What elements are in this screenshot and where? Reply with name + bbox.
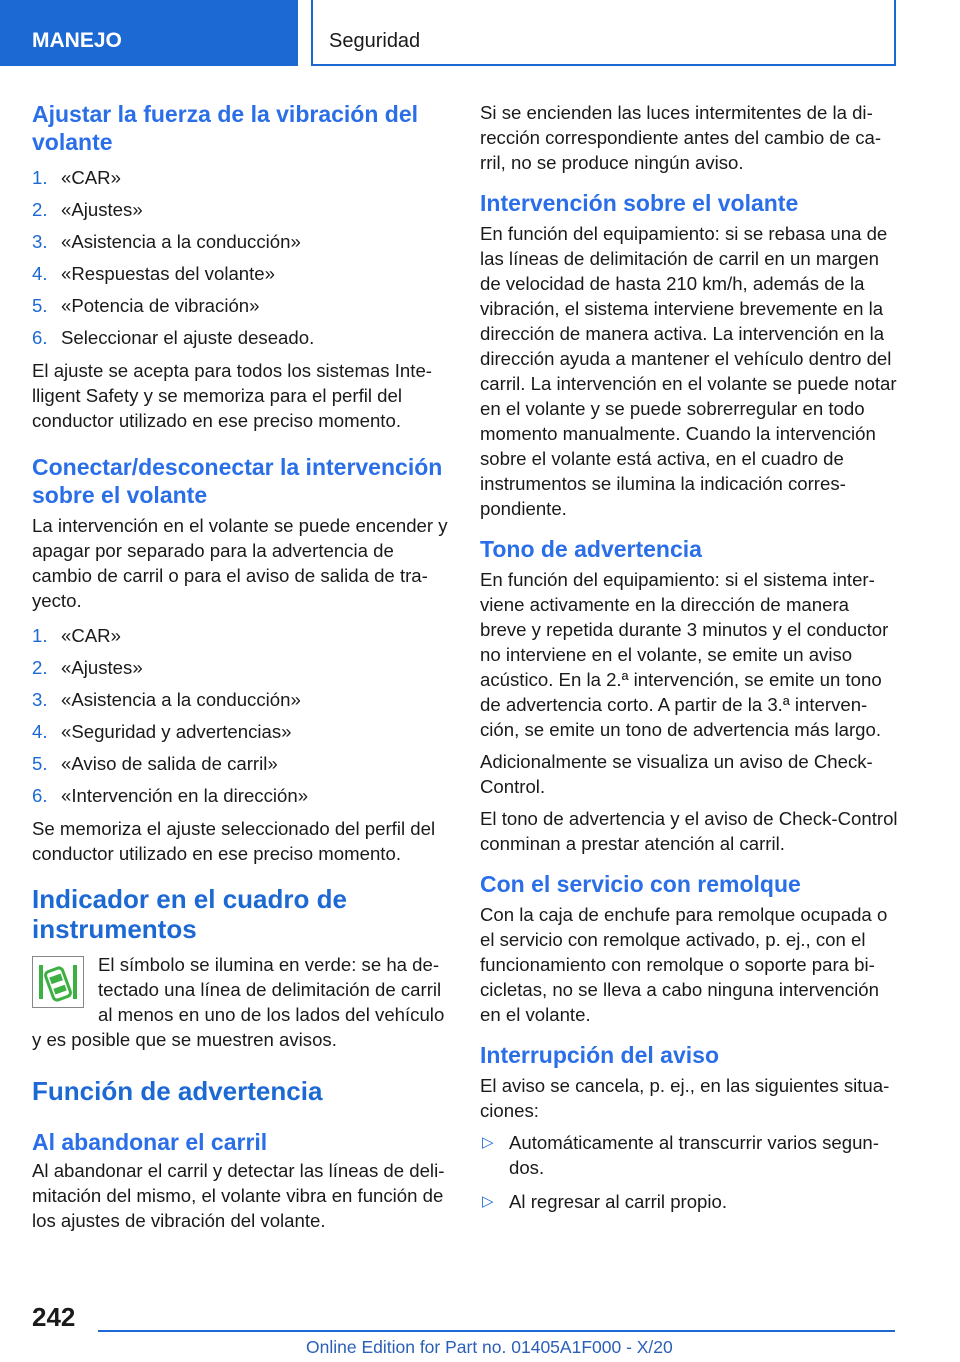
heading-warning-tone: Tono de advertencia <box>480 536 702 562</box>
paragraph: Se memoriza el ajuste seleccionado del perfil del conductor utilizado en ese preciso momento. <box>32 818 436 864</box>
triangle-bullet-icon: ▷ <box>482 1193 494 1210</box>
list-item: 6. Seleccionar el ajuste deseado. <box>32 327 315 348</box>
heading-trailer-service: Con el servicio con remolque <box>480 871 801 897</box>
heading-leaving-lane: Al abandonar el carril <box>32 1129 268 1155</box>
list-item: 6. «Intervención en la dirección» <box>32 785 309 806</box>
paragraph: En función del equipamiento: si el sistema interviene activamente en la dirección de manera breve y repetida durante 3 minutos y el conductor no interviene en el volante, se emite un aviso acústico. En la 2.ª intervención, se emite un tono de advertencia corto. A partir de la 3.ª intervención, se emite un tono de advertencia más largo. <box>480 569 889 740</box>
steps-vibration <box>32 162 450 354</box>
heading-instrument-indicator: Indicador en el cuadro de instrumentos <box>32 884 347 944</box>
paragraph: El tono de advertencia y el aviso de Check-Control conminan a prestar atención al carril. <box>480 808 898 854</box>
paragraph: Adicionalmente se visualiza un aviso de Check-Control. <box>480 751 873 797</box>
list-item: 4. «Respuestas del volante» <box>32 263 275 284</box>
steps-intervention <box>32 620 450 812</box>
heading-toggle-intervention: Conectar/desconectar la intervención sobre el volante <box>32 454 443 508</box>
triangle-bullet-icon: ▷ <box>482 1134 494 1151</box>
edition-text: Online Edition for Part no. 01405A1F000 - X/20 <box>306 1337 673 1357</box>
heading-warning-function: Función de advertencia <box>32 1076 323 1106</box>
list-item: 3. «Asistencia a la conducción» <box>32 689 301 710</box>
heading-vibration-strength: Ajustar la fuerza de la vibración del volante <box>32 101 419 155</box>
left-column <box>32 100 450 1240</box>
list-item: 2. «Ajustes» <box>32 199 143 220</box>
list-item: 3. «Asistencia a la conducción» <box>32 231 301 252</box>
heading-warning-interruption: Interrupción del aviso <box>480 1042 719 1068</box>
list-item: 1. «CAR» <box>32 167 121 188</box>
paragraph: El aviso se cancela, p. ej., en las siguientes situaciones: <box>480 1075 890 1121</box>
lane-departure-icon <box>32 956 84 1008</box>
section-tab: MANEJO <box>0 0 298 66</box>
right-column <box>480 100 898 1223</box>
footer-divider <box>98 1330 895 1332</box>
list-item: 2. «Ajustes» <box>32 657 143 678</box>
page-number: 242 <box>32 1302 76 1332</box>
heading-steering-intervention: Intervención sobre el volante <box>480 190 799 216</box>
indicator-block <box>32 952 450 1052</box>
list-item: 5. «Aviso de salida de carril» <box>32 753 278 774</box>
interruption-list <box>480 1130 898 1214</box>
paragraph: La intervención en el volante se puede encender y apagar por separado para la advertencia de cambio de carril o para el aviso de salida de trayecto. <box>32 515 448 611</box>
paragraph: El símbolo se ilumina en verde: se ha detectado una línea de delimitación de carril al menos en uno de los lados del vehículo y es posible que se muestren avisos. <box>32 954 445 1050</box>
paragraph: En función del equipamiento: si se rebasa una de las líneas de delimitación de carril en un margen de velocidad de hasta 210 km/h, además de la vibración, el sistema interviene brevemente en la dirección de manera activa. La intervención en la dirección ayuda a mantener el vehículo dentro del carril. La intervención en el volante se puede notar en el volante y se puede sobrerregular en todo momento manualmente. Cuando la intervención sobre el volante está activa, en el cuadro de instrumentos se ilumina la indicación correspondiente. <box>480 223 897 519</box>
page-header <box>0 0 960 66</box>
list-item: 1. «CAR» <box>32 625 121 646</box>
paragraph: Con la caja de enchufe para remolque ocupada o el servicio con remolque activado, p. ej., con el funcionamiento con remolque o soporte para bicicletas, no se lleva a cabo ninguna intervención en el volante. <box>480 904 888 1025</box>
paragraph: Si se encienden las luces intermitentes de la dirección correspondiente antes del cambio de carril, no se produce ningún aviso. <box>480 102 882 173</box>
list-item: 5. «Potencia de vibración» <box>32 295 260 316</box>
paragraph: El ajuste se acepta para todos los sistemas Intelligent Safety y se memoriza para el perfil del conductor utilizado en ese preciso momento. <box>32 360 432 431</box>
subsection-tab: Seguridad <box>311 0 896 66</box>
list-item: ▷ Automáticamente al transcurrir varios segundos. <box>482 1132 879 1178</box>
list-item: ▷ Al regresar al carril propio. <box>482 1191 728 1212</box>
list-item: 4. «Seguridad y advertencias» <box>32 721 292 742</box>
paragraph: Al abandonar el carril y detectar las líneas de delimitación del mismo, el volante vibra en función de los ajustes de vibración del volante. <box>32 1160 445 1231</box>
